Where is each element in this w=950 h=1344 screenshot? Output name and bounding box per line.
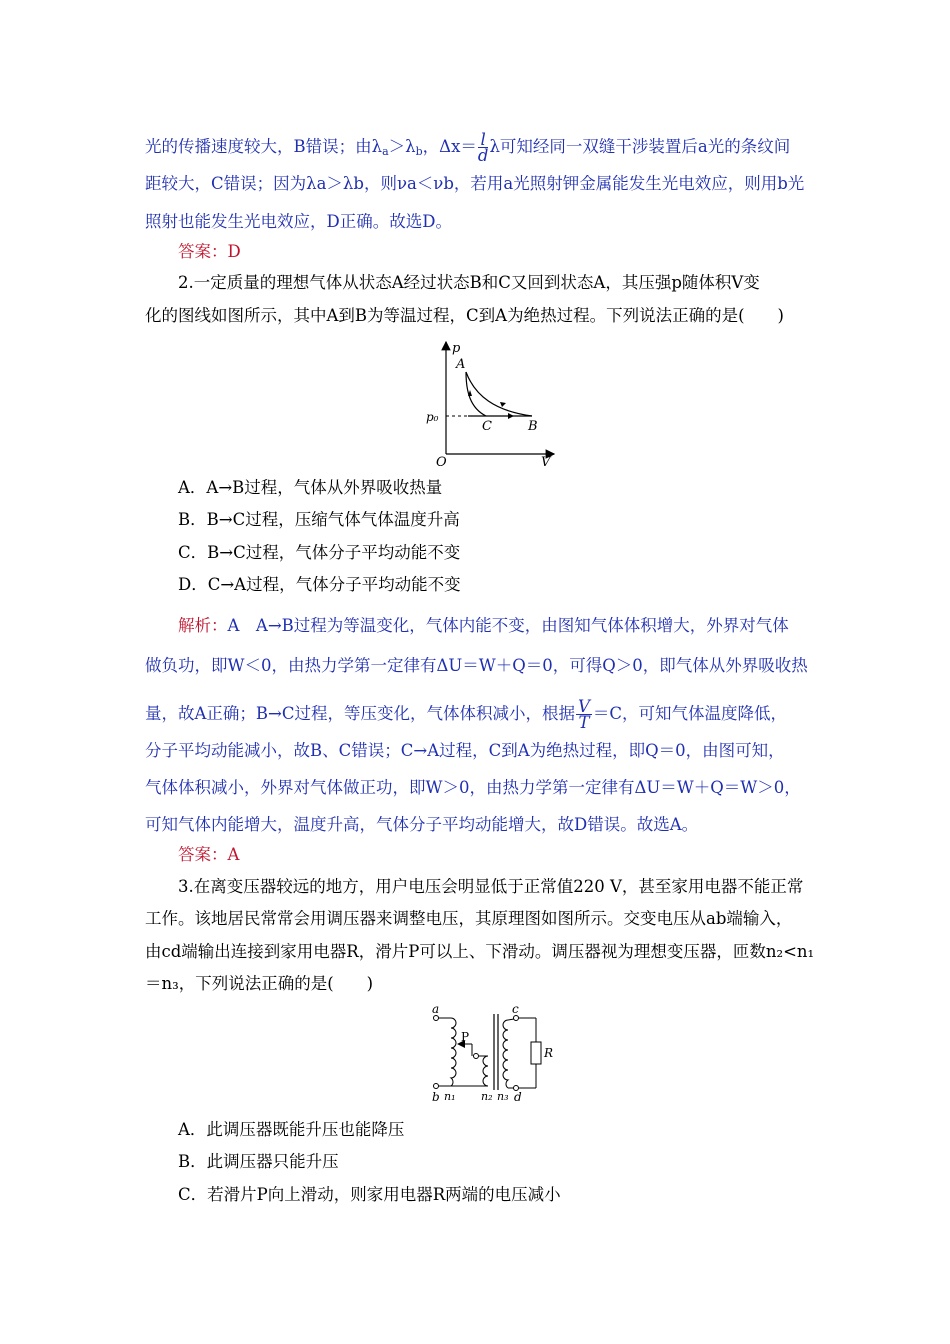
explanation-2-line-6: 可知气体内能增大，温度升高，气体分子平均动能增大，故D错误。故选A。 [145, 815, 699, 834]
point-b-label: B [528, 419, 538, 434]
terminal-b-label: b [432, 1090, 440, 1104]
answer-2: 答案：A [178, 845, 240, 864]
point-c-label: C [482, 419, 492, 434]
question-2-option-a: A．A→B过程，气体从外界吸收热量 [178, 478, 443, 497]
terminal-c-label: c [512, 1004, 519, 1016]
explanation-1-text-b: ＞λ [388, 137, 416, 156]
explanation-1-text-d: λ可知经同一双缝干涉装置后a光的条纹间 [489, 137, 791, 156]
v-axis-label: V [541, 455, 551, 470]
pv-diagram [420, 336, 570, 472]
question-3-stem-2: 工作。该地居民常常会用调压器来调整电压，其原理图如图所示。交变电压从ab端输入， [145, 909, 793, 928]
fraction-l-over-d: $\frac{l}{d}$ [477, 130, 489, 165]
question-3-stem-4: ＝n₃，下列说法正确的是( ) [145, 974, 374, 993]
terminal-d-label: d [514, 1090, 522, 1104]
explanation-1-text-c: ，Δx＝ [422, 137, 477, 156]
n3-label: n₃ [497, 1090, 509, 1103]
question-3-option-c: C．若滑片P向上滑动，则家用电器R两端的电压减小 [178, 1185, 561, 1204]
origin-label: O [436, 455, 447, 470]
explanation-2-line-1: 解析：A A→B过程为等温变化，气体内能不变，由图知气体体积增大，外界对气体 [178, 616, 789, 635]
slider-p-label: P [461, 1030, 470, 1044]
point-a-label: A [456, 357, 466, 372]
n2-label: n₂ [481, 1090, 493, 1103]
question-3-option-b: B．此调压器只能升压 [178, 1152, 339, 1171]
question-2-option-d: D．C→A过程，气体分子平均动能不变 [178, 575, 461, 594]
explanation-2-line-3: 量，故A正确；B→C过程，等压变化，气体体积减小，根据 $\frac{V}{T}$ ＝C，可知气体温度降低， [145, 697, 788, 732]
question-3-option-a: A．此调压器既能升压也能降压 [178, 1120, 405, 1139]
question-3-stem-3: 由cd端输出连接到家用电器R，滑片P可以上、下滑动。调压器视为理想变压器，匝数n₂<n₁ [145, 942, 815, 961]
explanation-1-text-a: 光的传播速度较大，B错误；由λ [145, 137, 383, 156]
p-axis-label: p [452, 341, 461, 356]
question-2-stem-2: 化的图线如图所示，其中A到B为等温过程，C到A为绝热过程。下列说法正确的是( ) [145, 306, 784, 325]
explanation-1-line-1: 光的传播速度较大，B错误；由$\lambda_a>\lambda_b$，Δx＝ $\frac{l}{d}$ λ可知经同一双缝干涉装置后a光的条纹间 [145, 130, 791, 165]
explanation-2-label: 解析： [178, 616, 228, 635]
explanation-1-line-2: 距较大，C错误；因为λa＞λb，则νa＜νb，若用a光照射钾金属能发生光电效应，则用b光 [145, 174, 805, 193]
resistor-r-label: R [544, 1046, 554, 1060]
explanation-2-line-4: 分子平均动能减小，故B、C错误；C→A过程，C到A为绝热过程，即Q＝0，由图可知， [145, 741, 785, 760]
question-2-stem-1: 2.一定质量的理想气体从状态A经过状态B和C又回到状态A，其压强p随体积V变 [178, 273, 760, 292]
n1-label: n₁ [444, 1090, 456, 1103]
explanation-2-line-5: 气体体积减小，外界对气体做正功，即W＞0，由热力学第一定律有ΔU＝W＋Q＝W＞0， [145, 778, 801, 797]
terminal-a-label: a [432, 1004, 440, 1016]
explanation-2-line-2: 做负功，即W＜0，由热力学第一定律有ΔU＝W＋Q＝0，可得Q＞0，即气体从外界吸收热 [145, 656, 808, 675]
transformer-diagram [424, 1004, 564, 1108]
fraction-v-over-t: $\frac{V}{T}$ [578, 697, 590, 732]
question-2-option-c: C．B→C过程，气体分子平均动能不变 [178, 543, 461, 562]
question-2-option-b: B．B→C过程，压缩气体气体温度升高 [178, 510, 460, 529]
answer-1: 答案：D [178, 242, 241, 261]
explanation-1-line-3: 照射也能发生光电效应，D正确。故选D。 [145, 212, 452, 231]
question-3-stem-1: 3.在离变压器较远的地方，用户电压会明显低于正常值220 V，甚至家用电器不能正常 [178, 877, 804, 896]
p0-label: p₀ [426, 410, 439, 424]
